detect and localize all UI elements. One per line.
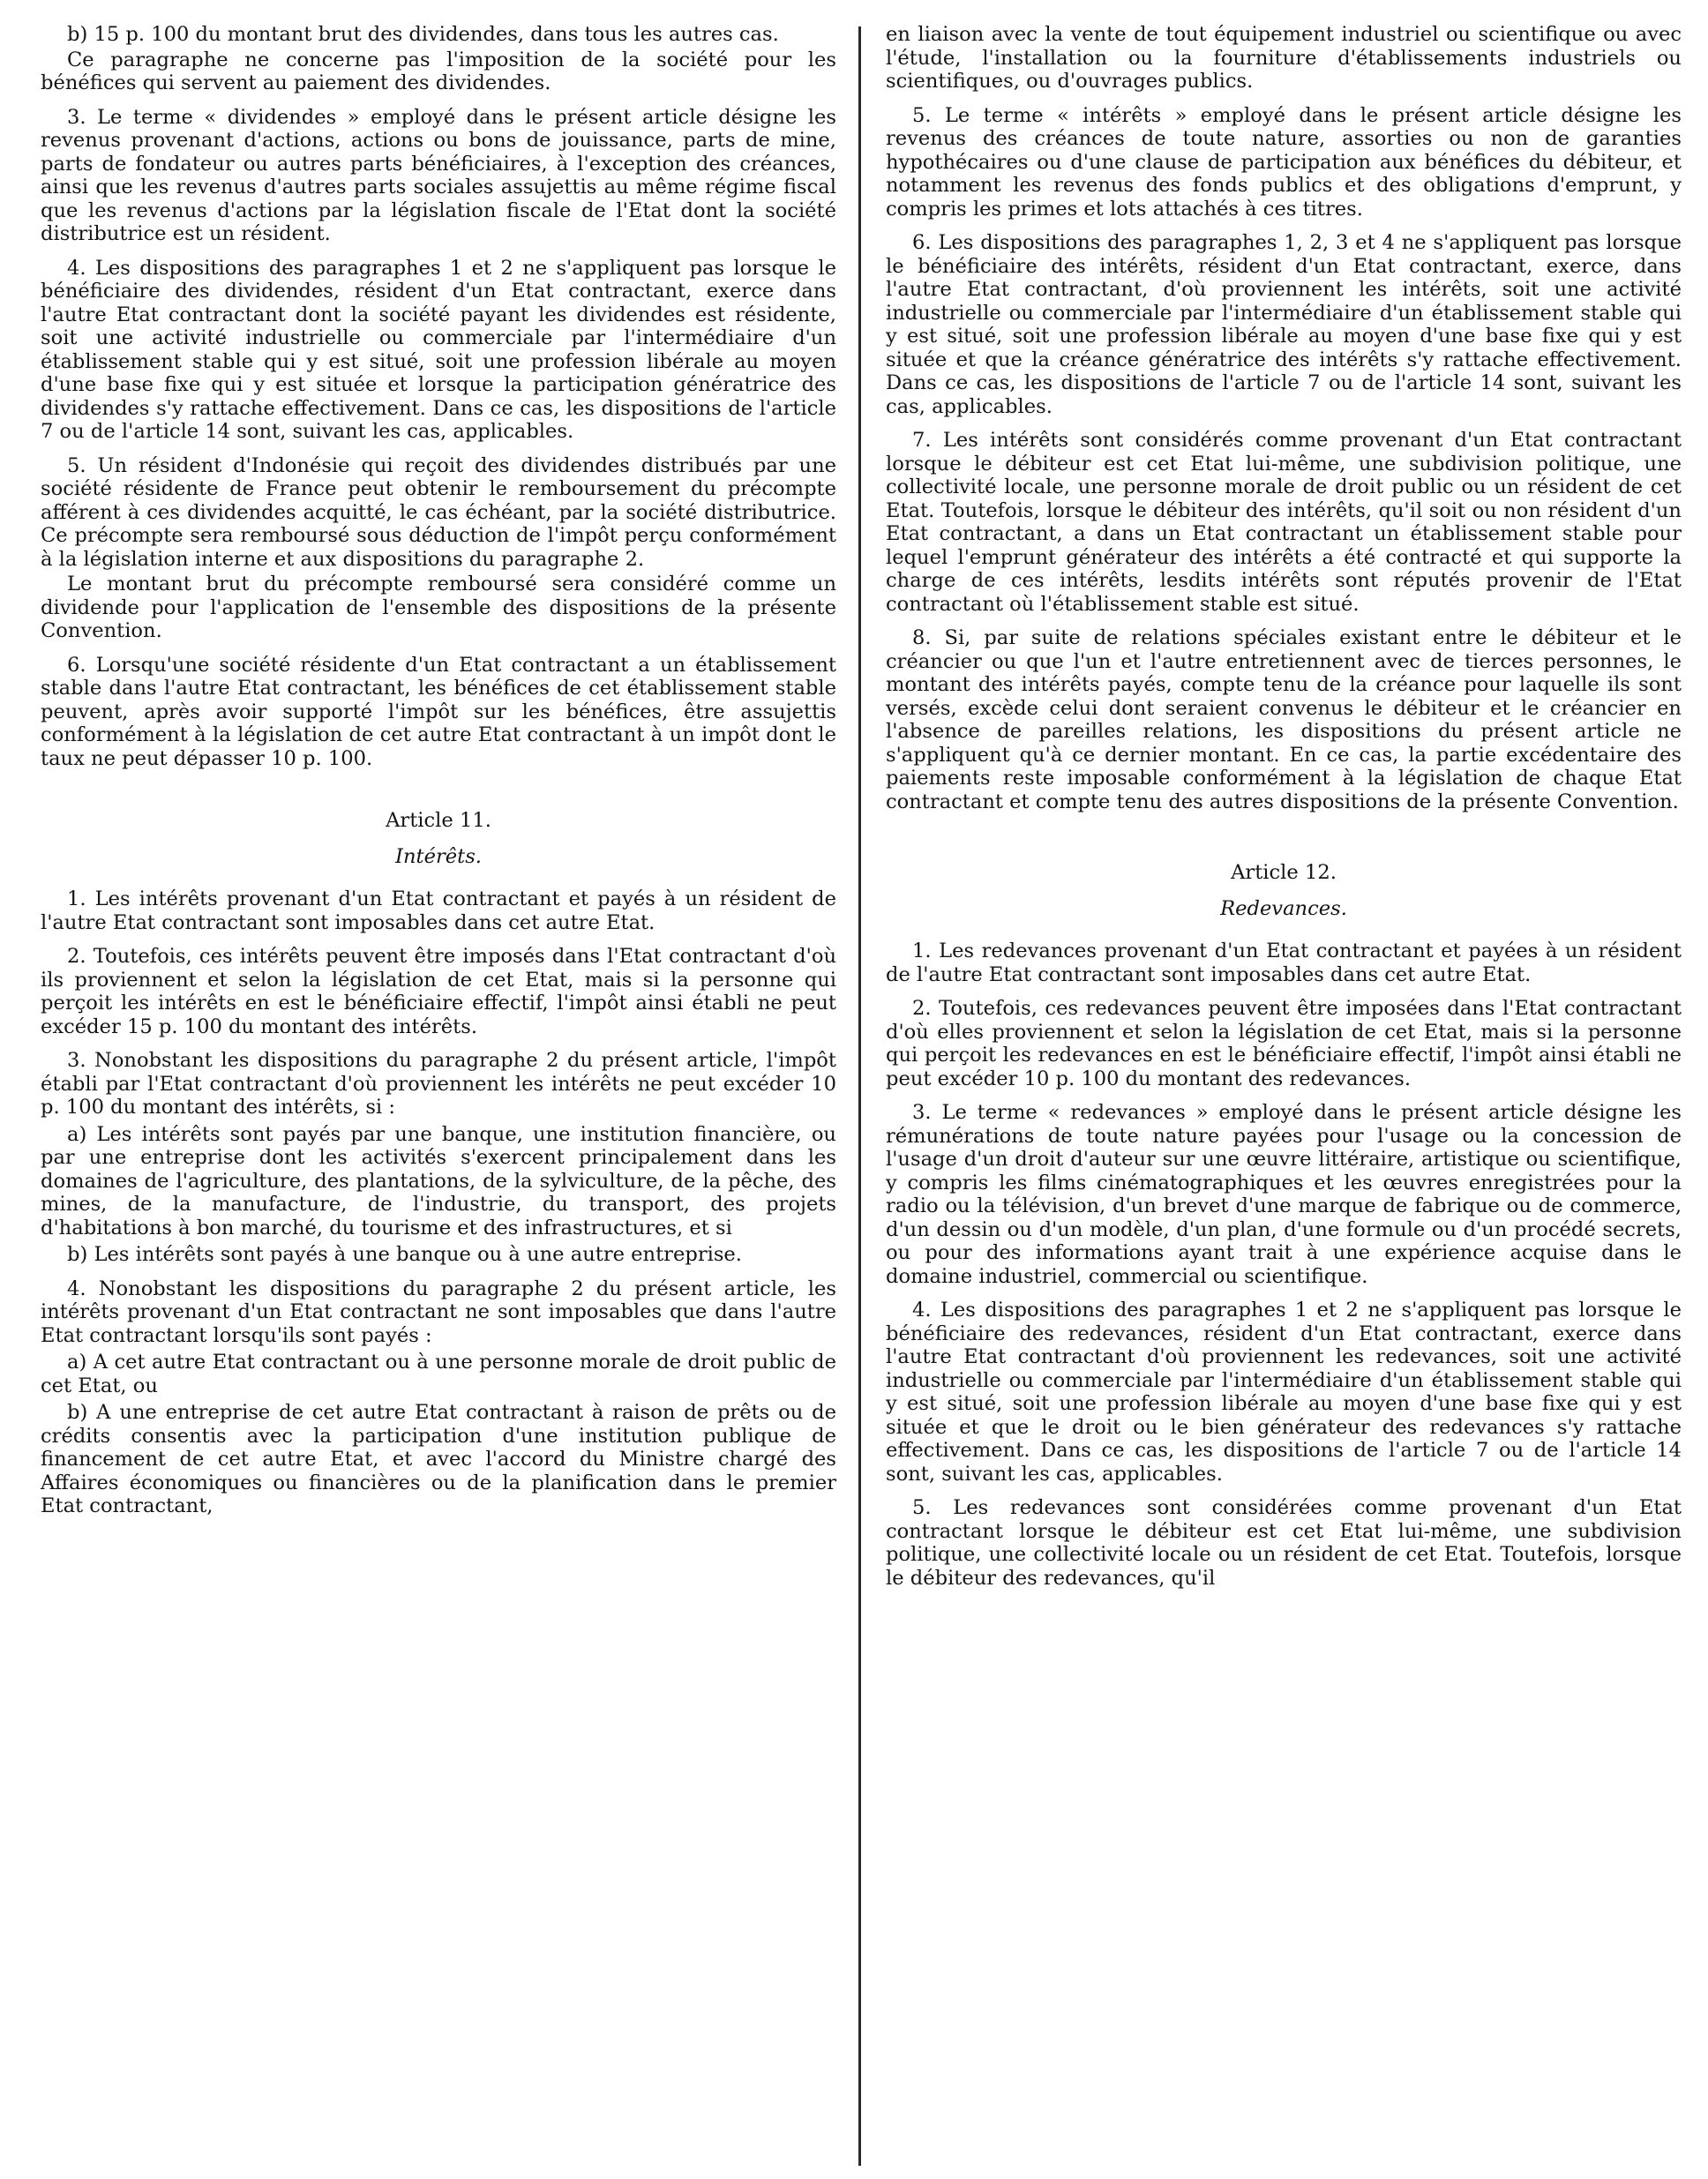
paragraph-10-5-continued: Le montant brut du précompte remboursé sera considéré comme un dividende pour l'application de l'ensemble des dispositions de la présente Convention. [41,573,836,642]
paragraph-11-3-b: b) Les intérêts sont payés à une banque ou à une autre entreprise. [67,1243,742,1266]
article-11-heading: Article 11. [386,809,491,832]
paragraph-11-8: 8. Si, par suite de relations spéciales existant entre le débiteur et le créancier ou que l'un et l'autre entretiennent avec de tierces personnes, le montant des intérêts payés, compte tenu de la créance pour laquelle ils sont versés, excède celui dont seraient convenus le débiteur et le créancier en l'absence de pareilles relations, les dispositions du présent article ne s'appliquent qu'à ce dernier montant. En ce cas, la partie excédentaire des paiements reste imposable conformément à la législation de chaque Etat contractant et compte tenu des autres dispositions de la présente Convention. [886,626,1682,813]
paragraph-10-2-b: b) 15 p. 100 du montant brut des dividendes, dans tous les autres cas. [67,23,779,46]
paragraph-10-note: Ce paragraphe ne concerne pas l'imposition de la société pour les bénéfices qui servent au paiement des dividendes. [41,48,836,94]
paragraph-11-4-a: a) A cet autre Etat contractant ou à une personne morale de droit public de cet Etat, ou [41,1351,836,1397]
paragraph-11-5: 5. Le terme « intérêts » employé dans le présent article désigne les revenus des créances de toute nature, assorties ou non de garanties hypothécaires ou d'une clause de participation aux bénéfices du débiteur, et notamment les revenus des fonds publics et des obligations d'emprunt, y compris les primes et lots attachés à ces titres. [886,103,1682,221]
paragraph-12-1: 1. Les redevances provenant d'un Etat contractant et payées à un résident de l'autre Etat contractant sont imposables dans cet autre Etat. [886,940,1682,986]
paragraph-10-3: 3. Le terme « dividendes » employé dans le présent article désigne les revenus provenant d'actions, actions ou bons de jouissance, parts de mine, parts de fondateur ou autres parts bénéficiaires, à l'exception des créances, ainsi que les revenus d'autres parts sociales assujettis au même régime fiscal que les revenus d'actions par la législation fiscale de l'Etat dont la société distributrice est un résident. [41,105,836,245]
right-column [886,23,1682,1600]
paragraph-11-1: 1. Les intérêts provenant d'un Etat contractant et payés à un résident de l'autre Etat contractant sont imposables dans cet autre Etat. [41,887,836,934]
paragraph-12-4: 4. Les dispositions des paragraphes 1 et 2 ne s'appliquent pas lorsque le bénéficiaire des redevances, résident d'un Etat contractant, exerce dans l'autre Etat contractant d'où proviennent les redevances, soit une activité industrielle ou commerciale par l'intermédiaire d'un établissement stable qui y est situé, soit une profession libérale au moyen d'une base fixe qui y est située et que le droit ou le bien générateur des redevances s'y rattache effectivement. Dans ce cas, les dispositions de l'article 7 ou de l'article 14 sont, suivant les cas, applicables. [886,1299,1682,1486]
paragraph-10-5: 5. Un résident d'Indonésie qui reçoit des dividendes distribués par une société résidente de France peut obtenir le remboursement du précompte afférent à ces dividendes acquitté, le cas échéant, par la société distributrice. Ce précompte sera remboursé sous déduction de l'impôt perçu conformément à la législation interne et aux dispositions du paragraphe 2. [41,453,836,571]
paragraph-11-6: 6. Les dispositions des paragraphes 1, 2, 3 et 4 ne s'appliquent pas lorsque le bénéficiaire des intérêts, résident d'un Etat contractant, exerce, dans l'autre Etat contractant, d'où proviennent les intérêts, soit une activité industrielle ou commerciale par l'intermédiaire d'un établissement stable qui y est situé, soit une profession libérale au moyen d'une base fixe qui y est située et que la créance génératrice des intérêts s'y rattache effectivement. Dans ce cas, les dispositions de l'article 7 ou de l'article 14 sont, suivant les cas, applicables. [886,231,1682,418]
article-12-heading: Article 12. [1231,861,1337,884]
paragraph-10-6: 6. Lorsqu'une société résidente d'un Etat contractant a un établissement stable dans l'autre Etat contractant, les bénéfices de cet établissement stable peuvent, après avoir supporté l'impôt sur les bénéfices, être assujettis conformément à la législation de cet autre Etat contractant à un impôt dont le taux ne peut dépasser 10 p. 100. [41,653,836,770]
paragraph-11-4: 4. Nonobstant les dispositions du paragraphe 2 du présent article, les intérêts provenant d'un Etat contractant ne sont imposables que dans l'autre Etat contractant lorsqu'ils sont payés : [41,1277,836,1347]
left-column [41,23,836,1522]
column-divider [858,26,861,2166]
article-11-title: Intérêts. [395,844,482,868]
article-12-title: Redevances. [1220,896,1347,920]
paragraph-11-7: 7. Les intérêts sont considérés comme provenant d'un Etat contractant lorsque le débiteur est cet Etat lui-même, une subdivision politique, une collectivité locale, une personne morale de droit public ou un résident de cet Etat. Toutefois, lorsque le débiteur des intérêts, qu'il soit ou non résident d'un Etat contractant, a dans un Etat contractant un établissement stable pour lequel l'emprunt générateur des intérêts a été contracté et qui supporte la charge de ces intérêts, lesdits intérêts sont réputés provenir de l'Etat contractant où l'établissement stable est situé. [886,429,1682,616]
paragraph-12-2: 2. Toutefois, ces redevances peuvent être imposées dans l'Etat contractant d'où elles proviennent et selon la législation de cet Etat, mais si la personne qui perçoit les redevances en est le bénéficiaire effectif, l'impôt ainsi établi ne peut excéder 10 p. 100 du montant des redevances. [886,997,1682,1090]
paragraph-12-5: 5. Les redevances sont considérées comme provenant d'un Etat contractant lorsque le débiteur est cet Etat lui-même, une subdivision politique, une collectivité locale ou un résident de cet Etat. Toutefois, lorsque le débiteur des redevances, qu'il [886,1496,1682,1590]
paragraph-11-2: 2. Toutefois, ces intérêts peuvent être imposés dans l'Etat contractant d'où ils proviennent et selon la législation de cet Etat, mais si la personne qui perçoit les intérêts en est le bénéficiaire effectif, l'impôt ainsi établi ne peut excéder 15 p. 100 du montant des intérêts. [41,945,836,1038]
paragraph-10-4: 4. Les dispositions des paragraphes 1 et 2 ne s'appliquent pas lorsque le bénéficiaire des dividendes, résident d'un Etat contractant, exerce dans l'autre Etat contractant dont la société payant les dividendes est résidente, soit une activité industrielle ou commerciale par l'intermédiaire d'un établissement stable qui y est situé, soit une profession libérale au moyen d'une base fixe qui y est située et lorsque la participation génératrice des dividendes s'y rattache effectivement. Dans ce cas, les dispositions de l'article 7 ou de l'article 14 sont, suivant les cas, applicables. [41,256,836,443]
paragraph-11-4-b: b) A une entreprise de cet autre Etat contractant à raison de prêts ou de crédits consentis avec la participation d'une institution publique de financement de cet autre Etat, et avec l'accord du Ministre chargé des Affaires économiques ou financières ou de la planification dans le premier Etat contractant, [41,1401,836,1517]
paragraph-11-3-a: a) Les intérêts sont payés par une banque, une institution financière, ou par une entreprise dont les activités s'exercent principalement dans les domaines de l'agriculture, des plantations, de la sylviculture, de la pêche, des mines, de la manufacture, de l'industrie, du transport, des projets d'habitations à bon marché, du tourisme et des infrastructures, et si [41,1122,836,1239]
paragraph-12-3: 3. Le terme « redevances » employé dans le présent article désigne les rémunérations de toute nature payées pour l'usage ou la concession de l'usage d'un droit d'auteur sur une œuvre littéraire, artistique ou scientifique, y compris les films cinématographiques et les œuvres enregistrées pour la radio ou la télévision, d'un brevet d'une marque de fabrique ou de commerce, d'un dessin ou d'un modèle, d'un plan, d'une formule ou d'un procédé secrets, ou pour des informations ayant trait à une expérience acquise dans le domaine industriel, commercial ou scientifique. [886,1101,1682,1288]
paragraph-11-3: 3. Nonobstant les dispositions du paragraphe 2 du présent article, l'impôt établi par l'Etat contractant d'où proviennent les intérêts ne peut excéder 10 p. 100 du montant des intérêts, si : [41,1049,836,1119]
paragraph-11-4-b-continued: en liaison avec la vente de tout équipement industriel ou scientifique ou avec l'étude, l'installation ou la fourniture d'établissements industriels ou scientifiques, ou d'ouvrages publics. [886,23,1682,93]
